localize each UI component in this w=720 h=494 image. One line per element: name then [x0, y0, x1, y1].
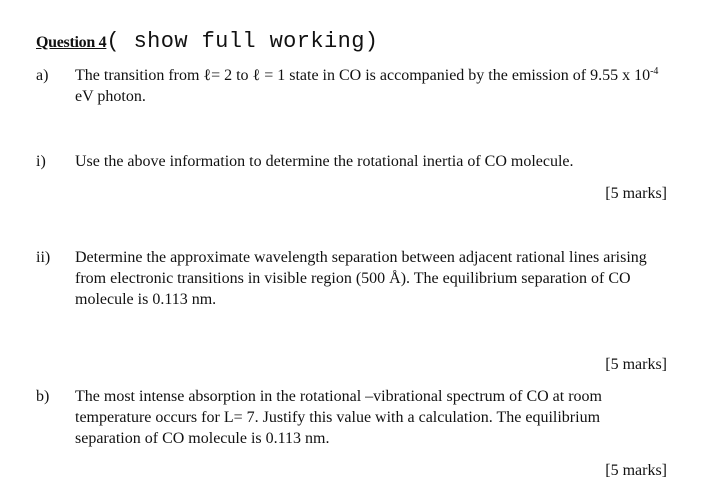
part-b-marks: [5 marks] [605, 462, 667, 479]
part-a-text-tail: eV photon. [75, 88, 146, 105]
part-b-text: The most intense absorption in the rotational –vibrational spectrum of CO at room temperature occurs for L= 7. Justify this value with a calculation. The equilibrium separation of CO molecule is 0.113 nm. [75, 388, 602, 447]
part-ii-marks: [5 marks] [605, 356, 667, 373]
question-note: ( show full working) [106, 29, 379, 54]
part-a-exponent: -4 [650, 66, 659, 77]
part-i-marks: [5 marks] [605, 185, 667, 202]
question-label: Question 4 [36, 34, 107, 51]
question-heading [36, 29, 378, 54]
part-b-marker: b) [36, 388, 50, 405]
part-i-marker: i) [36, 153, 46, 170]
part-ii-marker: ii) [36, 249, 51, 266]
part-i-text: Use the above information to determine the rotational inertia of CO molecule. [75, 153, 574, 170]
part-ii-text: Determine the approximate wavelength separation between adjacent rational lines arising from electronic transitions in visible region (500 Å). The equilibrium separation of CO molecule is 0.113 nm. [75, 249, 647, 308]
part-a-marker: a) [36, 67, 49, 84]
part-a-text-main: The transition from ℓ= 2 to ℓ = 1 state in CO is accompanied by the emission of 9.55 x 10 [75, 67, 651, 84]
part-a-text [75, 65, 675, 107]
